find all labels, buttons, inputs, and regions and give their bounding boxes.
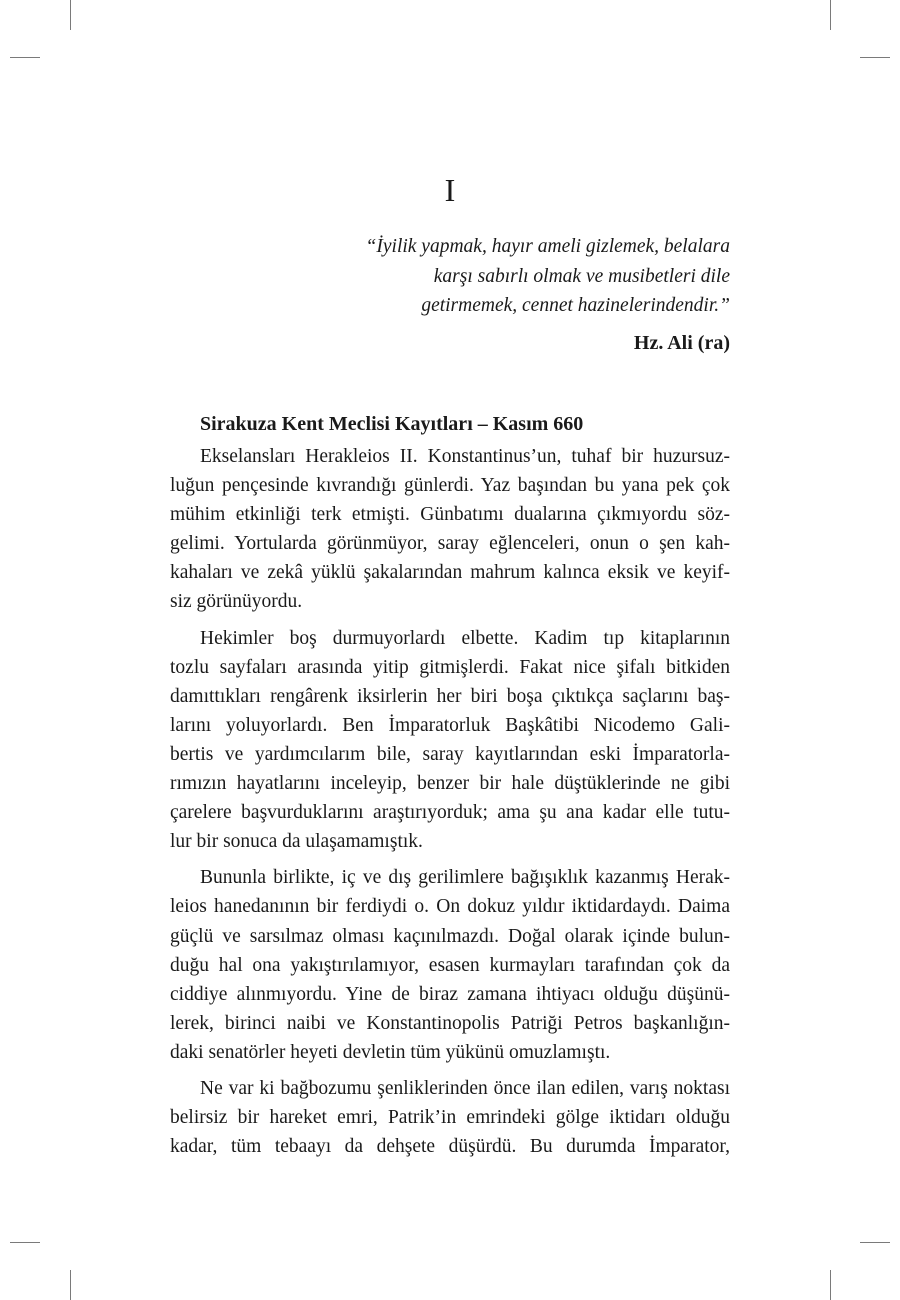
text-line: gelimi. Yortularda görünmüyor, saray eğlenceleri, onun o şen kah- (170, 533, 730, 555)
text-line: luğun pençesinde kıvrandığı günlerdi. Yaz başından bu yana pek çok (170, 475, 730, 497)
body-text (170, 442, 730, 1168)
section-heading: Sirakuza Kent Meclisi Kayıtları – Kasım 660 (200, 413, 584, 435)
epigraph-attribution: Hz. Ali (ra) (633, 332, 730, 354)
text-line: belirsiz bir hareket emri, Patrik’in emrindeki gölge iktidarı olduğu (170, 1107, 730, 1129)
crop-mark-right-top (860, 57, 890, 58)
paragraph (170, 863, 730, 1067)
text-line: rımızın hayatlarını inceleyip, benzer bir hale düştüklerinde ne gibi (170, 773, 730, 795)
text-line: duğu hal ona yakıştırılamıyor, esasen kurmayları tarafından çok da (170, 954, 730, 976)
paragraph (170, 624, 730, 857)
epigraph-line: “İyilik yapmak, hayır ameli gizlemek, belalara (365, 236, 730, 257)
text-line: bertis ve yardımcılarım bile, saray kayıtlarından eski İmparatorla- (170, 743, 730, 765)
crop-mark-bottom-left (70, 1270, 71, 1300)
crop-mark-left-top (10, 57, 40, 58)
text-line: lerek, birinci naibi ve Konstantinopolis Patriği Petros başkanlığın- (170, 1012, 730, 1034)
text-line: damıttıkları rengârenk iksirlerin her biri boşa çıktıkça saçlarını baş- (170, 685, 730, 707)
text-line: larını yoluyorlardı. Ben İmparatorluk Başkâtibi Nicodemo Gali- (170, 714, 730, 736)
crop-mark-top-right (830, 0, 831, 30)
text-line: Bununla birlikte, iç ve dış gerilimlere bağışıklık kazanmış Herak- (200, 867, 730, 889)
crop-mark-left-bottom (10, 1242, 40, 1243)
text-line: Hekimler boş durmuyorlardı elbette. Kadim tıp kitaplarının (200, 627, 730, 649)
chapter-number: I (444, 172, 456, 208)
text-line: kahaları ve zekâ yüklü şakalarından mahrum kalınca eksik ve keyif- (170, 562, 730, 584)
text-line: leios hanedanının bir ferdiydi o. On dokuz yıldır iktidardaydı. Daima (170, 896, 730, 918)
paragraph (170, 442, 730, 617)
text-line: siz görünüyordu. (170, 591, 303, 613)
crop-mark-top-left (70, 0, 71, 30)
crop-mark-right-bottom (860, 1242, 890, 1243)
text-line: kadar, tüm tebaayı da dehşete düşürdü. Bu durumda İmparator, (170, 1136, 730, 1158)
paragraph (170, 1074, 730, 1161)
text-line: çarelere başvurduklarını araştırıyorduk; ama şu ana kadar elle tutu- (170, 802, 730, 824)
epigraph (310, 232, 730, 321)
text-line: mühim etkinliği terk etmişti. Günbatımı dualarına çıkmıyordu söz- (170, 504, 730, 526)
crop-mark-bottom-right (830, 1270, 831, 1300)
epigraph-line: getirmemek, cennet hazinelerindendir.” (421, 295, 730, 316)
text-line: güçlü ve sarsılmaz olması kaçınılmazdı. Doğal olarak içinde bulun- (170, 925, 730, 947)
text-line: tozlu sayfaları arasında yitip gitmişlerdi. Fakat nice şifalı bitkiden (170, 656, 730, 678)
text-line: ciddiye alınmıyordu. Yine de biraz zamana ihtiyacı olduğu düşünü- (170, 983, 730, 1005)
text-line: Ne var ki bağbozumu şenliklerinden önce ilan edilen, varış noktası (200, 1077, 730, 1099)
text-line: lur bir sonuca da ulaşamamıştık. (170, 831, 423, 853)
text-line: Ekselansları Herakleios II. Konstantinus’un, tuhaf bir huzursuz- (200, 446, 730, 467)
text-line: daki senatörler heyeti devletin tüm yükünü omuzlamıştı. (170, 1041, 611, 1063)
epigraph-line: karşı sabırlı olmak ve musibetleri dile (433, 265, 730, 287)
